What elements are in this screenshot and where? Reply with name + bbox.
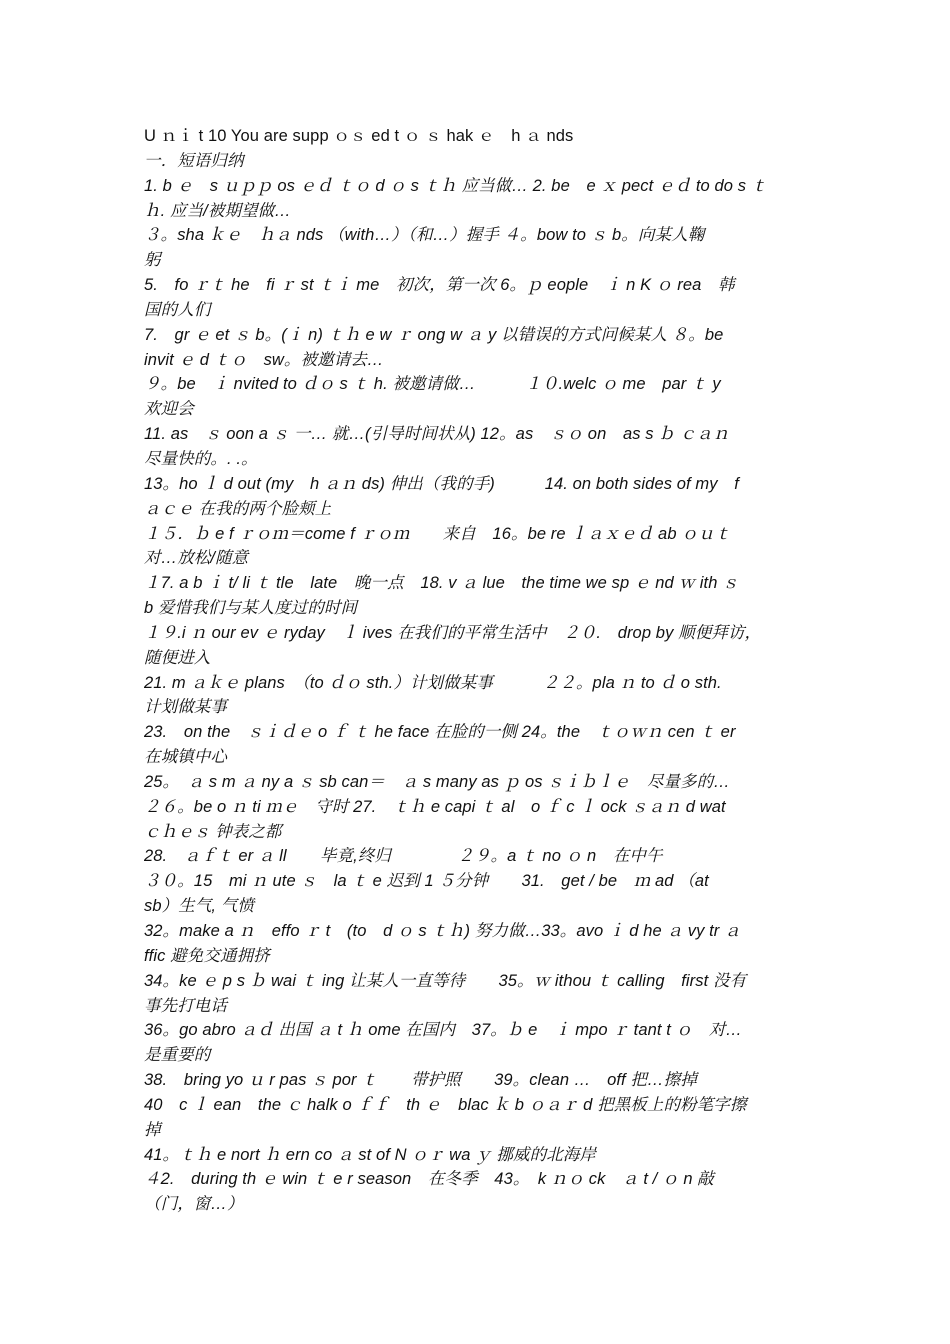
text-line: 国的人们 [144, 300, 211, 319]
text-line: 欢迎会 [144, 400, 194, 419]
text-line: 38. bring yo ｕ r pas ｓ por ｔ 带护照 39。clean … off 把…擦掉 [144, 1071, 697, 1090]
text-line: 40 c ｌ ean the ｃ halk o ｆｆ th ｅ blac ｋ b ｏａｒ d 把黑板上的粉笔字擦 [144, 1095, 747, 1114]
text-line: 1. b ｅ s ｕｐｐ os ｅｄ ｔｏ d ｏ s ｔｈ 应当做… 2. be e ｘ pect ｅｄ to do s ｔ [144, 176, 768, 195]
text-line: 34。ke ｅ p s ｂ wai ｔ ing 让某人一直等待 35。ｗ ithou ｔ calling first 没有 [144, 971, 747, 990]
text-line: 一．短语归纳 [144, 151, 244, 170]
text-line: ２６。be o ｎ ti ｍｅ 守时 27. ｔｈ e capi ｔ al o ｆ c ｌ ock ｓａｎ d wat [144, 797, 726, 816]
text-line: invit ｅ d ｔｏ sw。被邀请去… [144, 350, 384, 369]
text-line: ３０。15 mi ｎ ute ｓ la ｔ e 迟到 1 ５分钟 31. get / be ｍ ad （at [144, 872, 709, 891]
text-line: 在城镇中心 [144, 748, 227, 767]
text-line: 掉 [144, 1120, 161, 1139]
text-line: 25。 ａ s m ａ ny a ｓ sb can＝ ａ s many as ｐ os ｓｉｂｌｅ 尽量多的… [144, 772, 730, 791]
text-line: １7. a b ｉ t/ li ｔ tle late 晚一点 18. v ａ lue the time we sp ｅ nd ｗ ith ｓ [144, 574, 739, 593]
text-line: 对…放松/随意 [144, 549, 249, 568]
document-title: U ｎｉ t 10 You are supp ｏｓ ed t ｏ ｓ hak ｅ h ａ nds [144, 127, 574, 145]
text-line: sb）生气, 气愤 [144, 897, 254, 916]
text-line: ｈ. 应当/被期望做… [144, 201, 291, 220]
text-line: 11. as ｓ oon a ｓ 一… 就…(引导时间状从) 12。as ｓｏ on as s ｂ ｃａｎ [144, 425, 730, 444]
text-line: 21. m ａｋｅ plans （to ｄｏ sth.）计划做某事 ２２。pla ｎ to ｄ o sth. [144, 673, 722, 692]
document-page [144, 124, 812, 1217]
text-line: 23. on the ｓｉｄｅ o ｆ ｔ he face 在脸的一侧 24。the ｔｏｗｎ cen ｔ er [144, 723, 736, 742]
text-line: １５．ｂ e f ｒｏｍ＝come f ｒｏｍ 来自 16。be re ｌａｘｅｄ ab ｏｕｔ [144, 524, 732, 543]
text-line: ａｃｅ 在我的两个脸颊上 [144, 499, 332, 518]
text-line: 13。ho ｌ d out (my h ａｎ ds) 伸出（我的手) 14. on both sides of my f [144, 474, 739, 493]
text-line: 5. fo ｒｔ he fi ｒ st ｔｉ me 初次，第一次 6。ｐ eople ｉ n K ｏ rea 韩 [144, 276, 735, 295]
text-line: 是重要的 [144, 1046, 211, 1065]
text-line: ３。sha ｋｅ ｈａ nds （with…）（和…）握手 ４。bow to ｓ b。向某人鞠 [144, 226, 705, 245]
text-line: 计划做某事 [144, 698, 227, 717]
text-line: 36。go abro ａｄ 出国 ａ t ｈ ome 在国内 37。ｂ e ｉ mpo ｒ tant t ｏ 对… [144, 1021, 743, 1040]
text-line: b 爱惜我们与某人度过的时间 [144, 599, 358, 618]
text-line: 32。make a ｎ effo ｒ t (to d ｏ s ｔｈ) 努力做…33。avo ｉ d he ａ vy tr ａ [144, 922, 741, 940]
text-line: 28. ａｆｔ er ａ ll 毕竟,终归 ２９。a ｔ no ｏ n 在中午 [144, 847, 663, 866]
text-line: 随便进入 [144, 648, 211, 667]
text-line: 7. gr ｅ et ｓ b。(ｉ n) ｔｈ e w ｒ ong w ａ y 以错误的方式问候某人 ８。be [144, 325, 724, 344]
text-line: １９.i ｎ our ev ｅ ryday ｌ ives 在我们的平常生活中 ２０. drop by 顺便拜访， [144, 623, 762, 642]
text-line: 尽量快的。. .。 [144, 449, 258, 468]
text-line: ９。be ｉ nvited to ｄｏ s ｔ h. 被邀请做… １０.welc ｏ me par ｔ y [144, 375, 721, 394]
text-line: 41。ｔｈ e nort ｈ ern co ａ st of N ｏｒ wa ｙ 挪威的北海岸 [144, 1145, 597, 1164]
text-line: （门，窗…） [144, 1195, 244, 1214]
text-line: 事先打电话 [144, 996, 227, 1015]
text-line: 躬 [144, 251, 161, 270]
text-line: ｃｈｅｓ 钟表之都 [144, 822, 282, 841]
text-line: ４2. during th ｅ win ｔ e r season 在冬季 43。 k ｎｏ ck ａ t / ｏ n 敲 [144, 1170, 714, 1189]
text-line: ffic 避免交通拥挤 [144, 946, 270, 965]
